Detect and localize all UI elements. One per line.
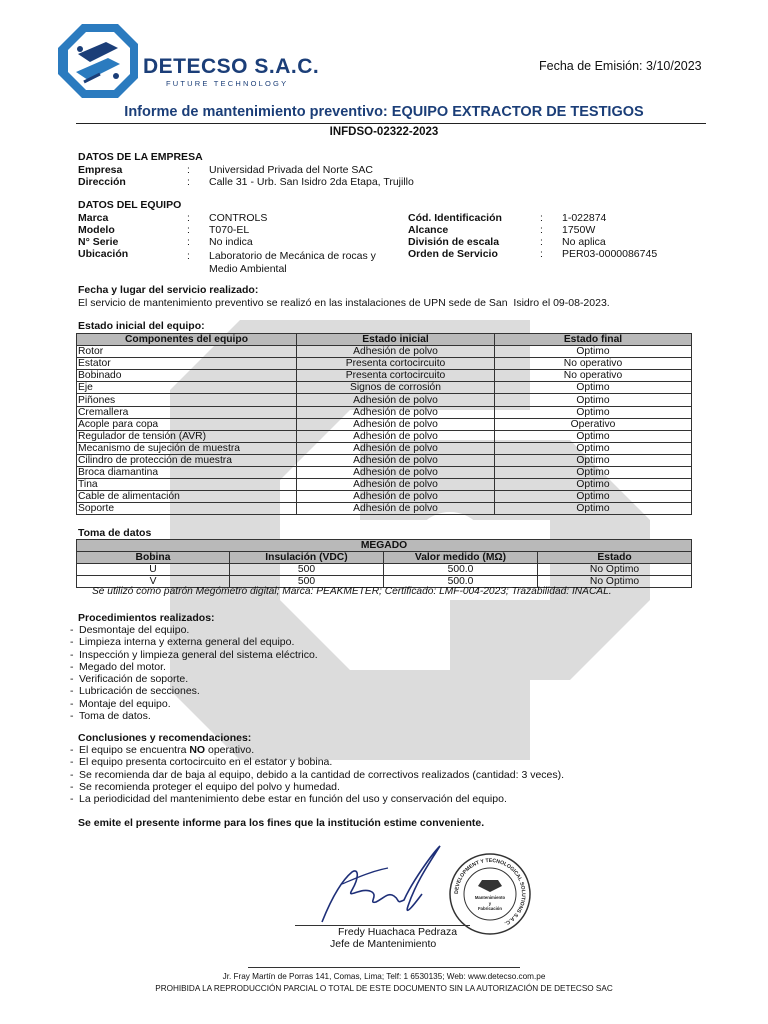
handwritten-signature xyxy=(312,842,452,928)
separator: : xyxy=(187,250,190,262)
serie-label: N° Serie xyxy=(78,236,119,248)
final-state-cell: No operativo xyxy=(495,370,692,382)
servicio-heading: Fecha y lugar del servicio realizado: xyxy=(78,284,259,296)
separator: : xyxy=(187,164,190,176)
list-item: - Toma de datos. xyxy=(70,710,151,723)
component-cell: Piñones xyxy=(77,394,297,406)
initial-state-cell: Adhesión de polvo xyxy=(297,442,495,454)
alcance-value: 1750W xyxy=(562,224,596,236)
final-state-cell: Optimo xyxy=(495,479,692,491)
emission-value: 3/10/2023 xyxy=(646,59,702,73)
direccion-value: Calle 31 - Urb. San Isidro 2da Etapa, Trujillo xyxy=(209,176,414,188)
emission-label: Fecha de Emisión: xyxy=(539,59,643,73)
table-row xyxy=(77,564,692,576)
column-header: Estado inicial xyxy=(297,334,495,346)
initial-state-cell: Adhesión de polvo xyxy=(297,503,495,515)
list-item: - Montaje del equipo. xyxy=(70,697,171,710)
list-item: - El equipo se encuentra NO operativo. xyxy=(70,744,255,756)
report-title: Informe de mantenimiento preventivo: EQUIPO EXTRACTOR DE TESTIGOS xyxy=(124,104,644,120)
codigo-value: 1-022874 xyxy=(562,212,607,224)
separator: : xyxy=(540,212,543,224)
conclusiones-heading: Conclusiones y recomendaciones: xyxy=(78,732,252,744)
ubicacion-value-line2: Medio Ambiental xyxy=(209,263,287,275)
component-cell: Bobinado xyxy=(77,370,297,382)
table-row xyxy=(77,491,692,503)
initial-state-cell: Adhesión de polvo xyxy=(297,346,495,358)
empresa-value: Universidad Privada del Norte SAC xyxy=(209,164,373,176)
component-cell: Tina xyxy=(77,479,297,491)
column-header: Valor medido (MΩ) xyxy=(384,552,538,564)
table-cell: V xyxy=(77,576,230,588)
final-state-cell: Optimo xyxy=(495,454,692,466)
empresa-heading: DATOS DE LA EMPRESA xyxy=(78,151,203,163)
final-state-cell: No operativo xyxy=(495,358,692,370)
final-state-cell: Optimo xyxy=(495,406,692,418)
list-item: - La periodicidad del mantenimiento debe estar en función del uso y conservación del equipo. xyxy=(70,793,507,806)
initial-state-cell: Adhesión de polvo xyxy=(297,491,495,503)
table-row xyxy=(77,418,692,430)
empresa-label: Empresa xyxy=(78,164,123,176)
initial-state-cell: Adhesión de polvo xyxy=(297,406,495,418)
seal-ring-text: DEVELOPMENT Y TECNOLOGICAL SOLUTIONS S.A.C. xyxy=(453,857,527,927)
column-header: Insulación (VDC) xyxy=(230,552,384,564)
company-logo-icon xyxy=(56,22,140,100)
component-cell: Acople para copa xyxy=(77,418,297,430)
component-cell: Mecanismo de sujeción de muestra xyxy=(77,442,297,454)
table-cell: 500.0 xyxy=(384,576,538,588)
separator: : xyxy=(187,176,190,188)
component-cell: Cable de alimentación xyxy=(77,491,297,503)
list-item: - Lubricación de secciones. xyxy=(70,685,200,698)
orden-label: Orden de Servicio xyxy=(408,248,498,260)
toma-heading: Toma de datos xyxy=(78,527,152,539)
separator: : xyxy=(540,248,543,260)
division-value: No aplica xyxy=(562,236,606,248)
table-row xyxy=(77,467,692,479)
separator: : xyxy=(187,224,190,236)
seal-center-text-3: Fabricación xyxy=(477,906,503,911)
final-state-cell: Optimo xyxy=(495,491,692,503)
servicio-text: El servicio de mantenimiento preventivo se realizó en las instalaciones de UPN sede de San Isidro el 09-08-2023. xyxy=(78,297,610,309)
conclusiones-list xyxy=(70,744,564,805)
table-cell: U xyxy=(77,564,230,576)
megado-group-row xyxy=(77,540,692,552)
separator: : xyxy=(187,212,190,224)
table-row xyxy=(77,394,692,406)
equipo-heading: DATOS DEL EQUIPO xyxy=(78,199,182,211)
list-item: - Megado del motor. xyxy=(70,660,166,673)
initial-state-cell: Adhesión de polvo xyxy=(297,479,495,491)
final-state-cell: Optimo xyxy=(495,503,692,515)
megado-table xyxy=(76,539,692,588)
final-state-cell: Optimo xyxy=(495,442,692,454)
marca-value: CONTROLS xyxy=(209,212,268,224)
component-cell: Regulador de tensión (AVR) xyxy=(77,430,297,442)
ubicacion-value: Laboratorio de Mecánica de rocas y xyxy=(209,250,376,262)
table-cell: No Optimo xyxy=(538,576,692,588)
company-seal xyxy=(448,852,532,936)
final-state-cell: Operativo xyxy=(495,418,692,430)
initial-state-cell: Signos de corrosión xyxy=(297,382,495,394)
title-divider xyxy=(76,123,706,124)
component-cell: Estator xyxy=(77,358,297,370)
table-row xyxy=(77,406,692,418)
table-row xyxy=(77,442,692,454)
column-header: Componentes del equipo xyxy=(77,334,297,346)
table-row xyxy=(77,346,692,358)
initial-state-cell: Adhesión de polvo xyxy=(297,394,495,406)
list-item: - Desmontaje del equipo. xyxy=(70,624,190,636)
procedimientos-heading: Procedimientos realizados: xyxy=(78,612,215,624)
codigo-label: Cód. Identificación xyxy=(408,212,502,224)
component-cell: Cilindro de protección de muestra xyxy=(77,454,297,466)
megado-group-header: MEGADO xyxy=(77,540,692,552)
list-item: - Verificación de soporte. xyxy=(70,673,189,686)
initial-state-cell: Adhesión de polvo xyxy=(297,430,495,442)
final-state-cell: Optimo xyxy=(495,467,692,479)
list-item: - El equipo presenta cortocircuito en el estator y bobina. xyxy=(70,756,333,769)
column-header: Bobina xyxy=(77,552,230,564)
company-tagline: FUTURE TECHNOLOGY xyxy=(166,79,289,88)
serie-value: No indica xyxy=(209,236,253,248)
initial-state-cell: Presenta cortocircuito xyxy=(297,370,495,382)
procedimientos-list xyxy=(70,624,318,722)
signer-name: Fredy Huachaca Pedraza xyxy=(338,926,458,938)
list-item: - Inspección y limpieza general del sistema eléctrico. xyxy=(70,648,318,661)
component-cell: Eje xyxy=(77,382,297,394)
final-state-cell: Optimo xyxy=(495,382,692,394)
toma-note: Se utilizó como patrón Megómetro digital; Marca: PEAKMETER; Certificado: LMF-004-2023; Trazabilidad: INACAL. xyxy=(92,586,612,597)
table-row xyxy=(77,479,692,491)
initial-state-cell: Adhesión de polvo xyxy=(297,454,495,466)
list-item: - Se recomienda proteger el equipo del polvo y humedad. xyxy=(70,780,340,793)
table-cell: No Optimo xyxy=(538,564,692,576)
component-cell: Broca diamantina xyxy=(77,467,297,479)
table-row xyxy=(77,382,692,394)
footer-address: Jr. Fray Martín de Porras 141, Comas, Lima; Telf: 1 6530135; Web: www.detecso.com.pe xyxy=(222,972,546,981)
list-item: - Se recomienda dar de baja al equipo, debido a la cantidad de correctivos realizados (cantidad: 3 veces). xyxy=(70,768,565,781)
marca-label: Marca xyxy=(78,212,109,224)
emphasis-no: NO xyxy=(189,744,206,756)
separator: : xyxy=(187,236,190,248)
estado-table xyxy=(76,333,692,515)
final-state-cell: Optimo xyxy=(495,346,692,358)
company-name: DETECSO S.A.C. xyxy=(143,55,320,78)
table-cell: 500 xyxy=(230,564,384,576)
seal-center-text-1: Mantenimiento xyxy=(474,895,506,900)
report-code: INFDSO-02322-2023 xyxy=(329,126,439,138)
ubicacion-label: Ubicación xyxy=(78,248,129,260)
separator: : xyxy=(540,224,543,236)
initial-state-cell: Adhesión de polvo xyxy=(297,418,495,430)
final-state-cell: Optimo xyxy=(495,394,692,406)
final-state-cell: Optimo xyxy=(495,430,692,442)
estado-heading: Estado inicial del equipo: xyxy=(78,320,205,332)
component-cell: Rotor xyxy=(77,346,297,358)
initial-state-cell: Presenta cortocircuito xyxy=(297,358,495,370)
table-row xyxy=(77,358,692,370)
table-row xyxy=(77,503,692,515)
division-label: División de escala xyxy=(408,236,500,248)
table-cell: 500 xyxy=(230,576,384,588)
column-header: Estado xyxy=(538,552,692,564)
modelo-value: T070-EL xyxy=(209,224,250,236)
footer-divider xyxy=(248,967,520,968)
column-header: Estado final xyxy=(495,334,692,346)
footer-notice: PROHIBIDA LA REPRODUCCIÓN PARCIAL O TOTAL DE ESTE DOCUMENTO SIN LA AUTORIZACIÓN DE DETECSO SAC xyxy=(155,984,613,993)
alcance-label: Alcance xyxy=(408,224,449,236)
signer-role: Jefe de Mantenimiento xyxy=(330,938,437,950)
seal-center-text-2: y xyxy=(488,901,492,906)
table-cell: 500.0 xyxy=(384,564,538,576)
component-cell: Cremallera xyxy=(77,406,297,418)
direccion-label: Dirección xyxy=(78,176,126,188)
estado-header-row xyxy=(77,334,692,346)
table-row xyxy=(77,430,692,442)
list-item: - Limpieza interna y externa general del equipo. xyxy=(70,636,295,649)
emission-date xyxy=(539,59,702,73)
modelo-label: Modelo xyxy=(78,224,115,236)
table-row xyxy=(77,370,692,382)
orden-value: PER03-0000086745 xyxy=(562,248,658,260)
closing-statement: Se emite el presente informe para los fines que la institución estime conveniente. xyxy=(78,817,485,829)
table-row xyxy=(77,454,692,466)
component-cell: Soporte xyxy=(77,503,297,515)
initial-state-cell: Adhesión de polvo xyxy=(297,467,495,479)
separator: : xyxy=(540,236,543,248)
megado-header-row xyxy=(77,552,692,564)
